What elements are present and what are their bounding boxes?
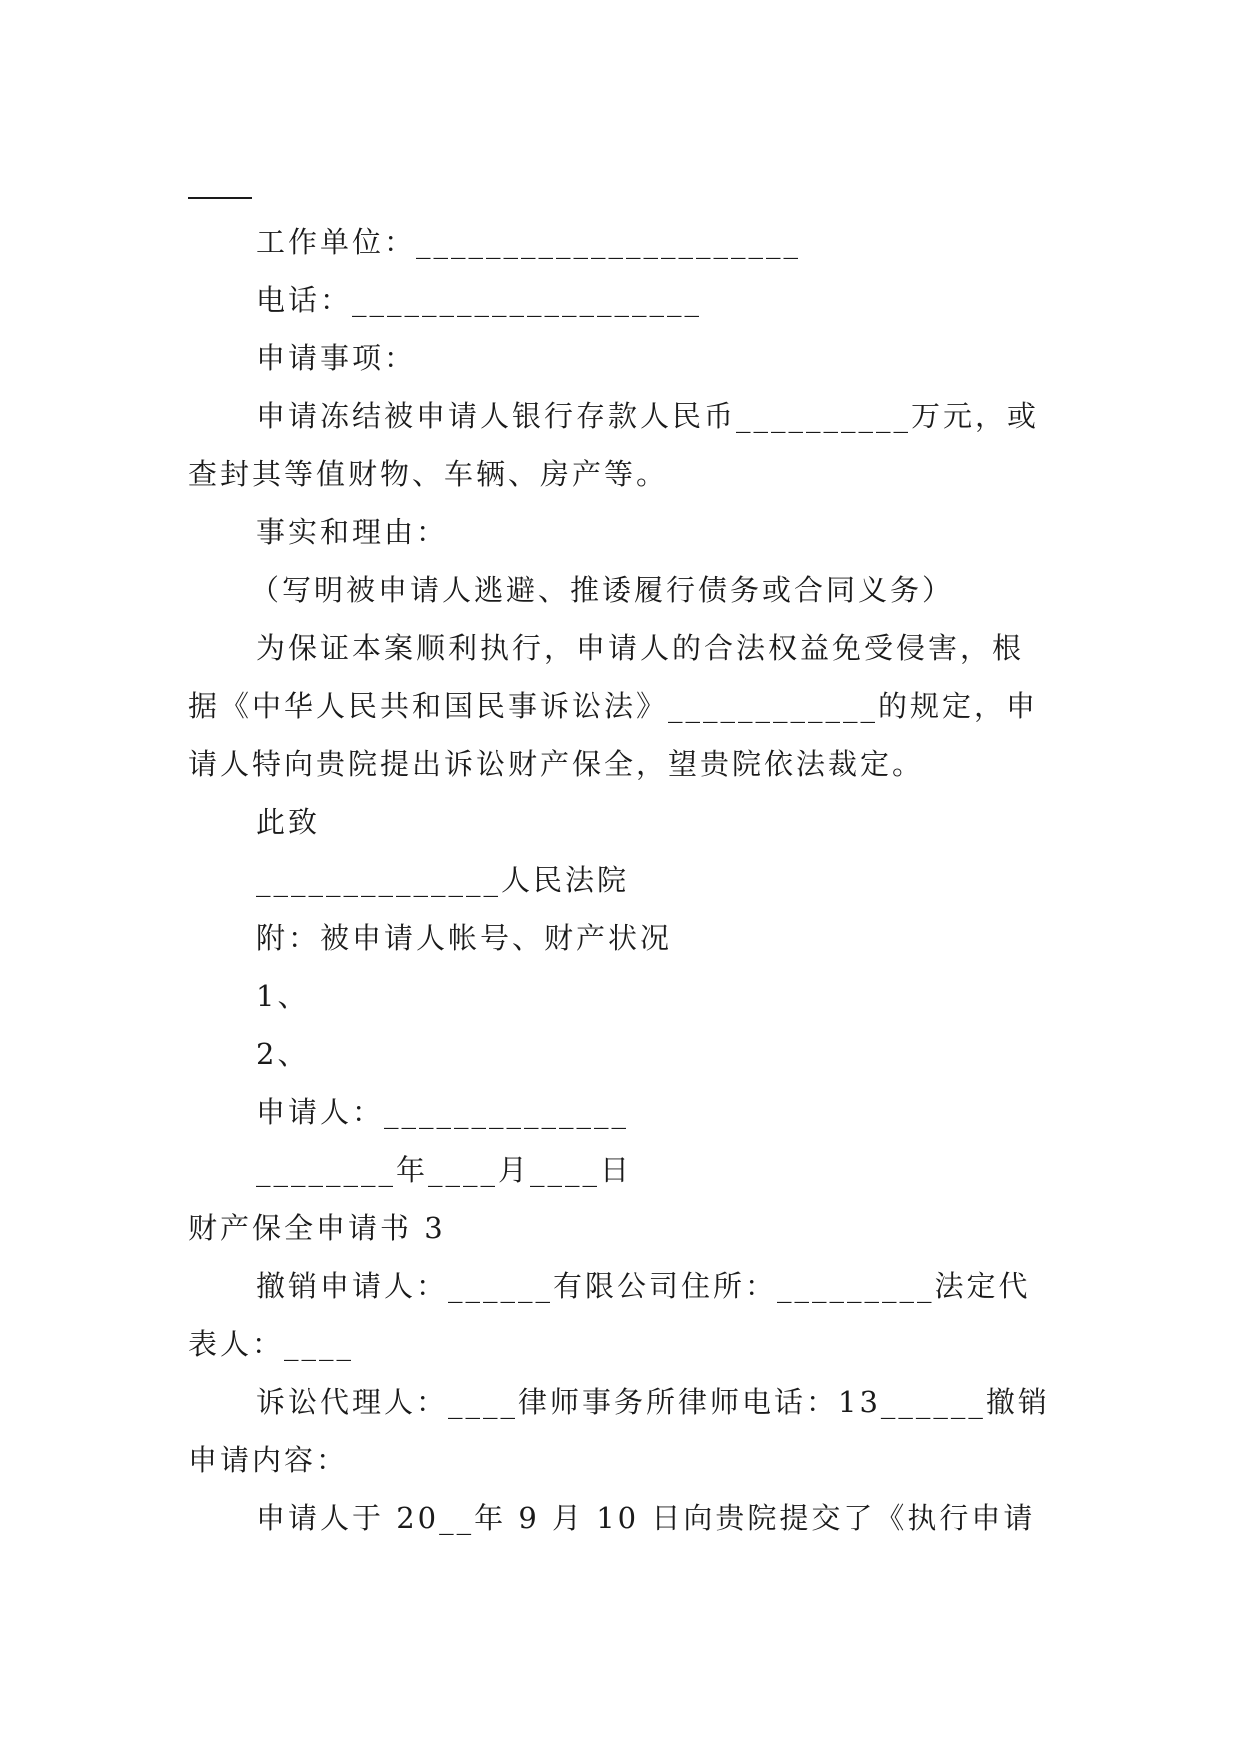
paragraph-line: 为保证本案顺利执行，申请人的合法权益免受侵害，根 — [256, 631, 1025, 665]
top-underline-fragment — [188, 197, 252, 199]
paragraph-line: 据《中华人民共和国民事诉讼法》____________的规定，申 — [188, 689, 1039, 723]
paragraph-line: 查封其等值财物、车辆、房产等。 — [188, 457, 669, 491]
court-field: ______________人民法院 — [256, 863, 630, 897]
list-item: 1、 — [256, 979, 310, 1013]
work-unit-field: 工作单位：______________________ — [256, 225, 802, 259]
paragraph-line: （写明被申请人逃避、推诿履行债务或合同义务） — [250, 573, 955, 607]
paragraph-line: 申请冻结被申请人银行存款人民币__________万元，或 — [256, 399, 1040, 433]
paragraph-line: 表人：____ — [188, 1327, 355, 1361]
section-title: 财产保全申请书 3 — [188, 1211, 446, 1245]
paragraph-line: 申请人于 20__年 9 月 10 日向贵院提交了《执行申请 — [256, 1501, 1036, 1535]
paragraph-line: 申请内容： — [188, 1443, 349, 1477]
applicant-field: 申请人：______________ — [256, 1095, 630, 1129]
facts-reasons-heading: 事实和理由： — [256, 515, 449, 549]
paragraph-line: 诉讼代理人：____律师事务所律师电话：13______撤销 — [256, 1385, 1050, 1419]
salutation: 此致 — [256, 805, 321, 839]
paragraph-line: 请人特向贵院提出诉讼财产保全，望贵院依法裁定。 — [188, 747, 925, 781]
application-items-heading: 申请事项： — [256, 341, 417, 375]
attachment-heading: 附：被申请人帐号、财产状况 — [256, 921, 673, 955]
list-item: 2、 — [256, 1037, 310, 1071]
phone-field: 电话：____________________ — [256, 283, 703, 317]
date-field: ________年____月____日 — [256, 1153, 633, 1187]
paragraph-line: 撤销申请人：______有限公司住所：_________法定代 — [256, 1269, 1031, 1303]
